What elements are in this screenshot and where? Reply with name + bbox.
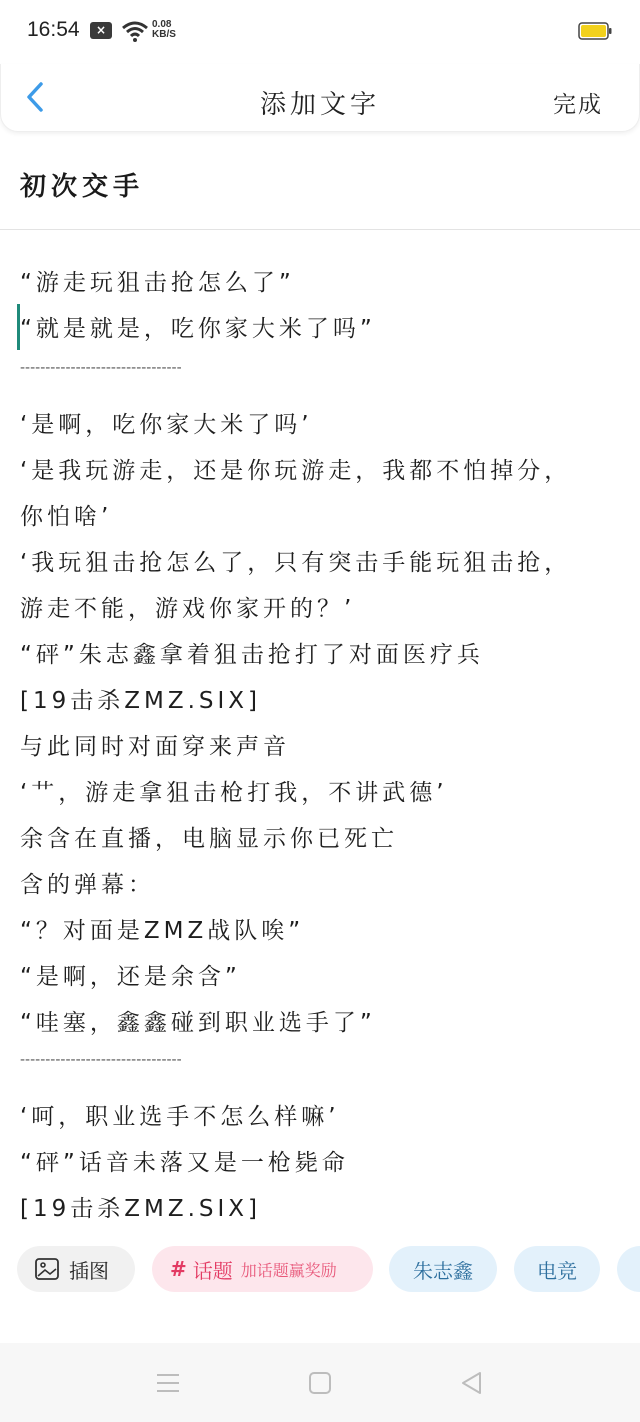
status-bar [0,0,640,64]
body-text-line: ‘艹，游走拿狙击枪打我，不讲武德’ [20,780,448,806]
menu-icon[interactable] [154,1369,182,1397]
topic-label: 话题 [192,1258,233,1283]
wifi-icon [121,20,149,42]
status-time: 16:54 [27,18,80,41]
body-text-line: ‘我玩狙击抢怎么了，只有突击手能玩狙击抢， [20,550,572,576]
body-text-line: “砰”朱志鑫拿着狙击抢打了对面医疗兵 [20,642,484,668]
home-square-icon[interactable] [306,1369,334,1397]
insert-image-button[interactable] [17,1246,135,1292]
separator-line: -------------------------------- [20,1052,182,1068]
body-text-line: 含的弹幕： [20,872,155,898]
body-text-line: “哇塞，鑫鑫碰到职业选手了” [20,1010,376,1036]
body-text-line: 余含在直播，电脑显示你已死亡 [20,826,398,852]
topic-promo: 加话题赢奖励 [240,1260,337,1280]
title-divider [0,229,640,230]
body-text-line: 游走不能，游戏你家开的？’ [20,596,356,622]
body-text-line: ‘是啊，吃你家大米了吗’ [20,412,313,438]
battery-icon [578,22,612,40]
back-triangle-icon[interactable] [458,1369,486,1397]
system-nav-bar [0,1343,640,1422]
hashtag-icon: # [170,1257,187,1281]
net-speed [152,20,176,40]
tag-chip-more[interactable] [617,1246,640,1292]
body-text-line: [19击杀ZMZ.SIX] [20,688,262,714]
body-text-line: 你怕啥’ [20,504,113,530]
add-topic-button[interactable] [152,1246,373,1292]
notification-icon: × [90,22,112,39]
page-title: 添加文字 [259,90,380,120]
body-text-line: ‘是我玩游走，还是你玩游走，我都不怕掉分， [20,458,572,484]
body-text-line: “砰”话音未落又是一枪毙命 [20,1150,349,1176]
separator-line: -------------------------------- [20,360,182,376]
image-icon [35,1258,59,1280]
net-speed-unit: KB/S [152,29,176,40]
body-text-line: “游走玩狙击抢怎么了” [20,270,295,296]
body-text-line: [19击杀ZMZ.SIX] [20,1196,262,1222]
tag-chip-esports[interactable]: 电竞 [514,1246,600,1292]
net-speed-value: 0.08 [152,19,172,30]
chips-row [0,1246,640,1294]
top-bar [0,64,640,132]
article-title-input[interactable]: 初次交手 [20,172,145,202]
body-text-line: 与此同时对面穿来声音 [20,734,290,760]
body-text-line: “就是就是，吃你家大米了吗” [20,316,376,342]
done-button[interactable]: 完成 [553,92,603,118]
tag-chip-zhuzhixin[interactable]: 朱志鑫 [389,1246,497,1292]
body-text-line: “是啊，还是余含” [20,964,241,990]
insert-image-label: 插图 [69,1258,109,1283]
body-text-line: ‘呵，职业选手不怎么样嘛’ [20,1104,340,1130]
body-text-line: “？对面是ZMZ战队唉” [20,918,305,944]
